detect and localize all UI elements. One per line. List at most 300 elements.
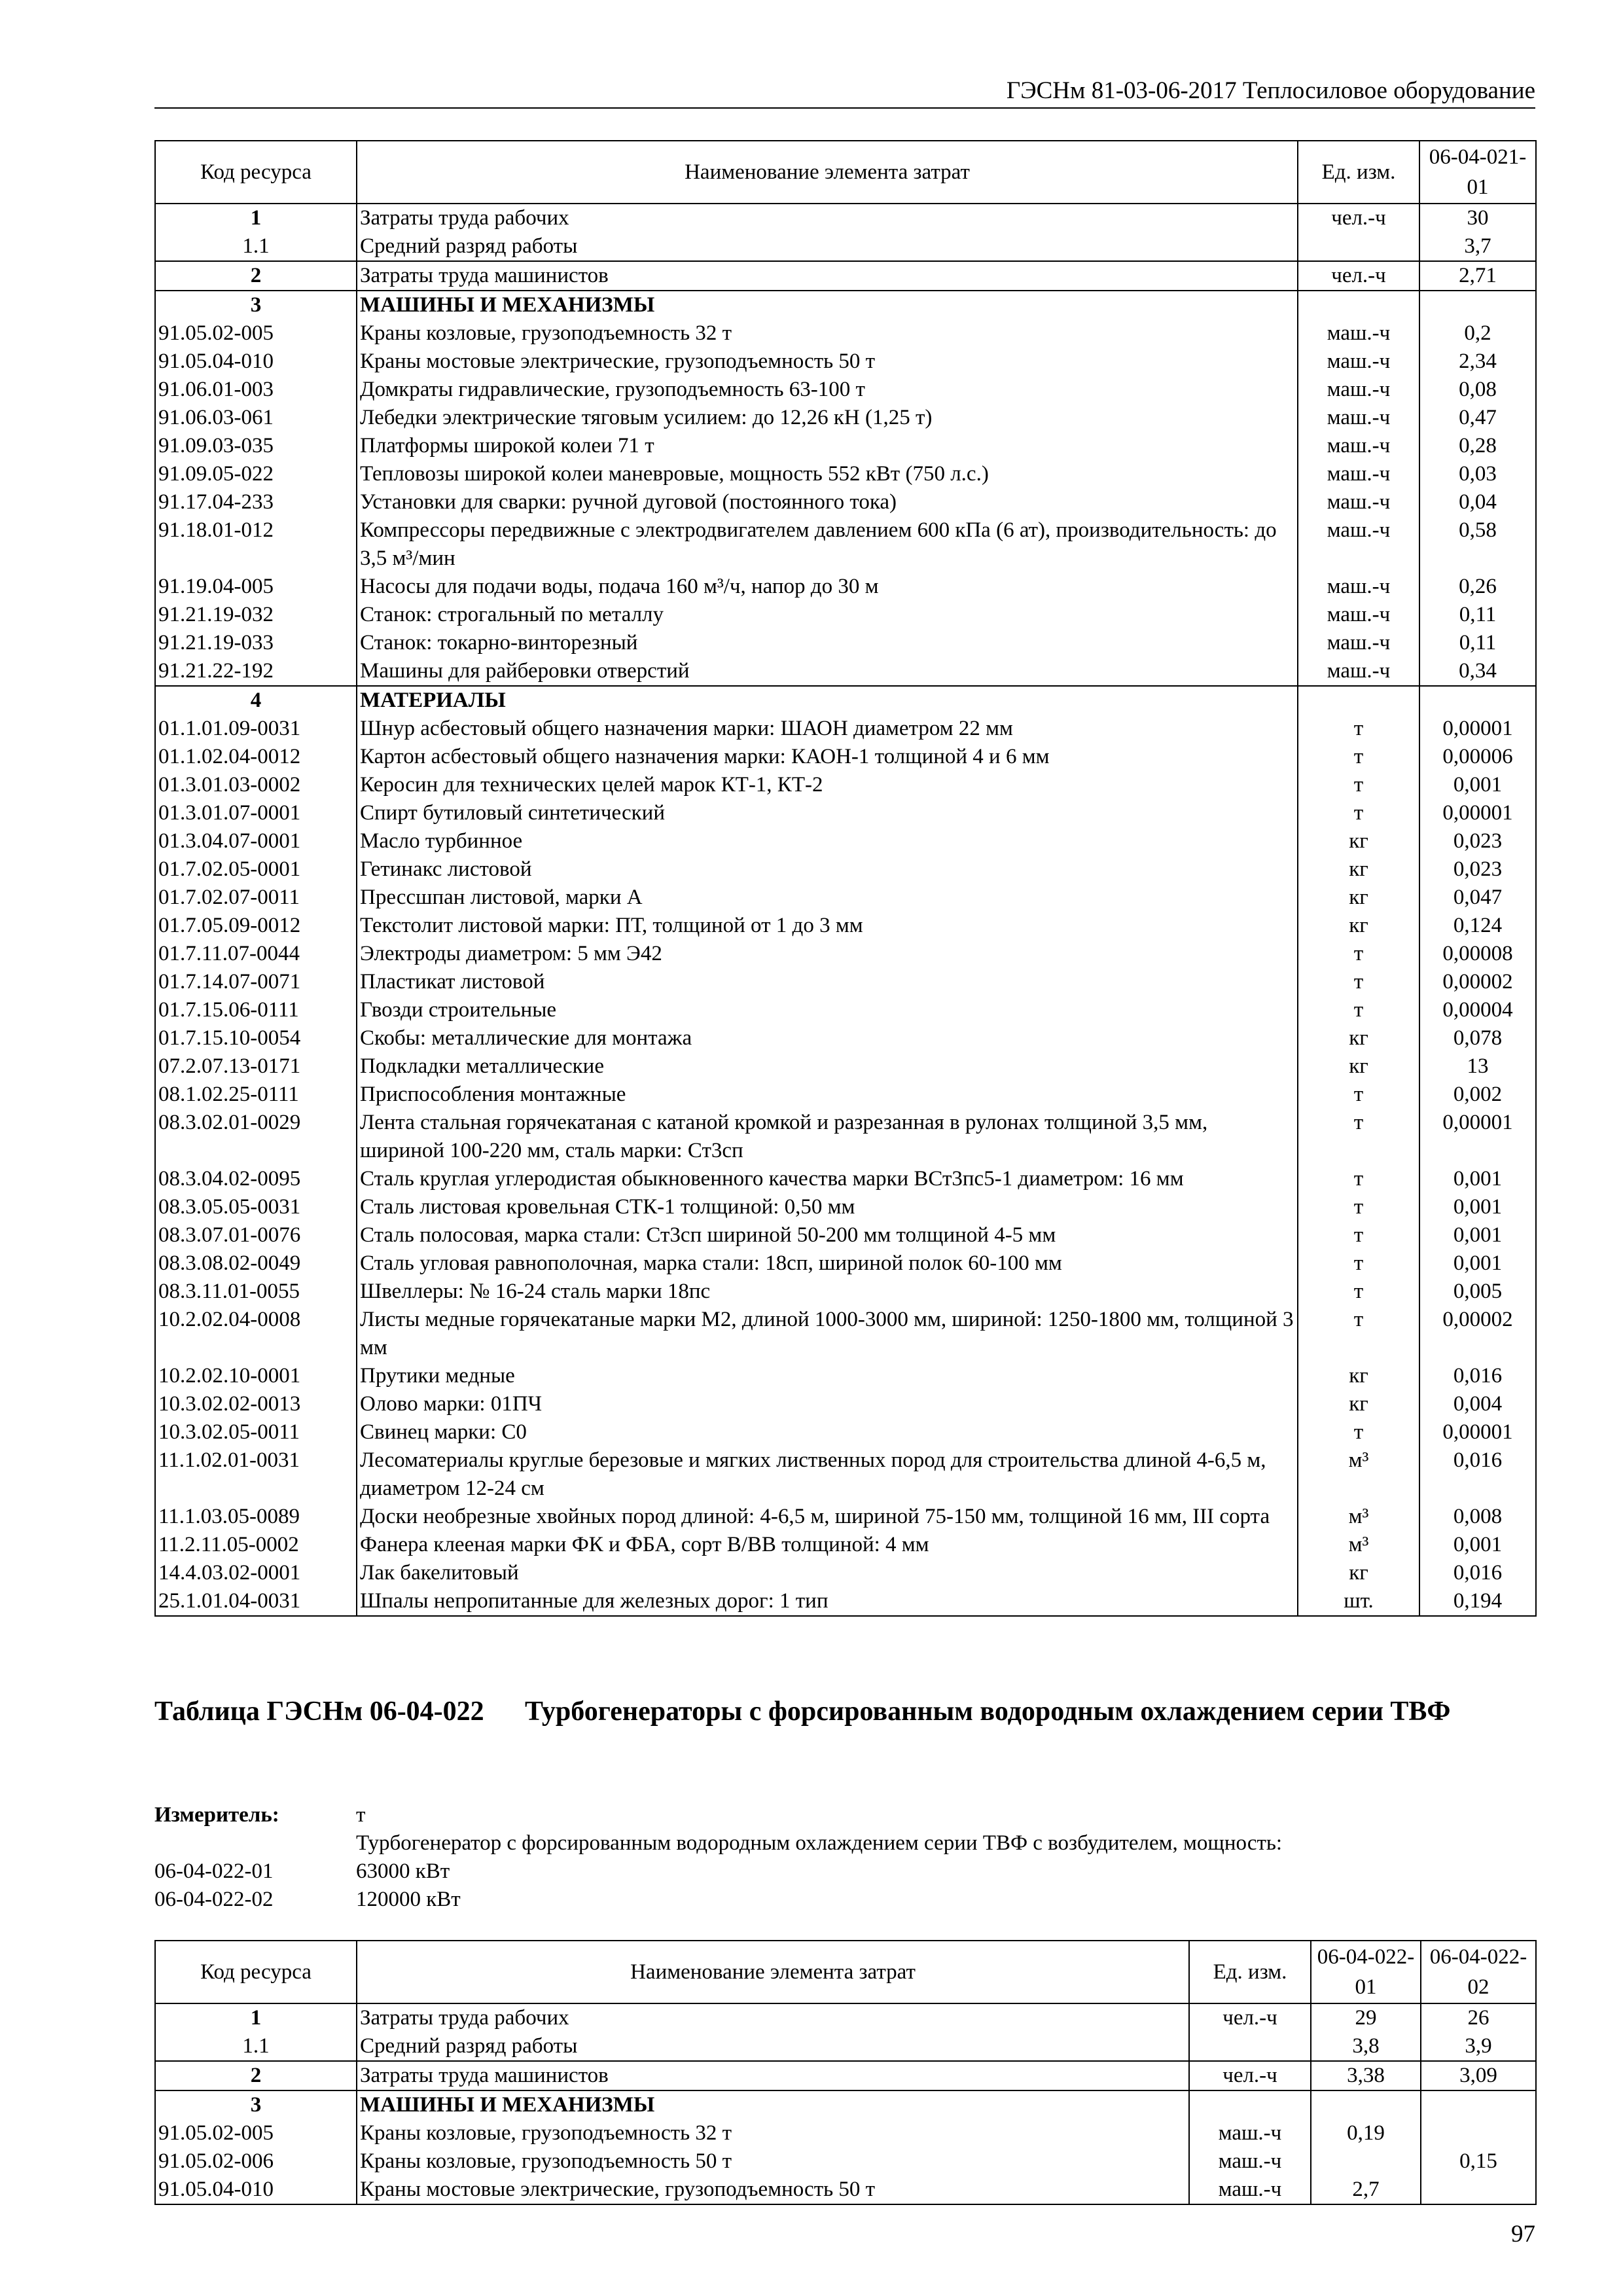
table-row: [155, 573, 1536, 601]
col-header-unit: Ед. изм.: [1298, 141, 1419, 204]
resource-code: 91.06.01-003: [155, 376, 357, 404]
resource-unit: маш.-ч: [1298, 657, 1419, 686]
resource-norm-1: 0,00004: [1419, 996, 1536, 1024]
resource-name: Краны мостовые электрические, грузоподъемность 50 т: [357, 2176, 1189, 2204]
table-row: [155, 488, 1536, 516]
resource-code: 10.3.02.05-0011: [155, 1418, 357, 1446]
resource-norm-1: 0,47: [1419, 404, 1536, 432]
resource-name: Прессшпан листовой, марки А: [357, 884, 1298, 912]
resource-norm-1: 0,00001: [1419, 799, 1536, 827]
resource-name: Тепловозы широкой колеи маневровые, мощность 552 кВт (750 л.с.): [357, 460, 1298, 488]
resource-name: Лак бакелитовый: [357, 1559, 1298, 1587]
col-header-norm-1: 06-04-022-01: [1311, 1941, 1421, 2003]
resource-name: Затраты труда машинистов: [357, 2061, 1189, 2090]
resource-unit: м³: [1298, 1446, 1419, 1503]
resource-name: Спирт бутиловый синтетический: [357, 799, 1298, 827]
resource-name: Платформы широкой колеи 71 т: [357, 432, 1298, 460]
resource-name: Олово марки: 01ПЧ: [357, 1390, 1298, 1418]
resource-code: 01.7.15.06-0111: [155, 996, 357, 1024]
resource-code: 11.1.02.01-0031: [155, 1446, 357, 1503]
table-row: [155, 715, 1536, 743]
resource-code: 01.1.01.09-0031: [155, 715, 357, 743]
resource-name: Краны мостовые электрические, грузоподъемность 50 т: [357, 348, 1298, 376]
resource-code: 01.3.01.07-0001: [155, 799, 357, 827]
resource-code: 08.3.08.02-0049: [155, 1249, 357, 1278]
resource-norm-1: 0,023: [1419, 855, 1536, 884]
resource-unit: маш.-ч: [1298, 376, 1419, 404]
measurement-block: [154, 1801, 1535, 1914]
col-header-norm-2: 06-04-022-02: [1421, 1941, 1536, 2003]
resource-name: Гвозди строительные: [357, 996, 1298, 1024]
resource-norm-1: 0,001: [1419, 1165, 1536, 1193]
table-row: [155, 884, 1536, 912]
measure-description: Турбогенератор с форсированным водородным охлаждением серии ТВФ с возбудителем, мощность:: [356, 1831, 1283, 1855]
resource-code: 91.05.02-006: [155, 2147, 357, 2176]
resource-code: 14.4.03.02-0001: [155, 1559, 357, 1587]
table-body: [155, 204, 1536, 1616]
resource-code: 10.2.02.10-0001: [155, 1362, 357, 1390]
table-row: [155, 1531, 1536, 1559]
resource-name: Краны козловые, грузоподъемность 50 т: [357, 2147, 1189, 2176]
table-row: [155, 1390, 1536, 1418]
table-row: [155, 2032, 1536, 2061]
resource-name: Сталь угловая равнополочная, марка стали: 18сп, шириной полок 60-100 мм: [357, 1249, 1298, 1278]
table-row: [155, 771, 1536, 799]
resource-name: Затраты труда рабочих: [357, 204, 1298, 232]
table-row: [155, 940, 1536, 968]
resource-norm-1: 0,11: [1419, 629, 1536, 657]
table-row: [155, 460, 1536, 488]
table-row: [155, 912, 1536, 940]
resource-table-06-04-022: [154, 1940, 1537, 2205]
resource-norm-1: 0,28: [1419, 432, 1536, 460]
resource-unit: маш.-ч: [1298, 460, 1419, 488]
table-row: [155, 204, 1536, 232]
resource-name: Станок: токарно-винторезный: [357, 629, 1298, 657]
table-row: [155, 2176, 1536, 2204]
resource-unit: т: [1298, 771, 1419, 799]
resource-norm-1: 0,00001: [1419, 1109, 1536, 1165]
resource-norm-2: 3,09: [1421, 2061, 1536, 2090]
resource-unit: т: [1298, 1418, 1419, 1446]
resource-norm-1: 0,001: [1419, 1221, 1536, 1249]
table-row: [155, 629, 1536, 657]
resource-name: Сталь круглая углеродистая обыкновенного качества марки ВСт3пс5-1 диаметром: 16 мм: [357, 1165, 1298, 1193]
resource-norm-1: [1311, 2147, 1421, 2176]
table-body: [155, 2003, 1536, 2204]
resource-name: Шнур асбестовый общего назначения марки: ШАОН диаметром 22 мм: [357, 715, 1298, 743]
table-title: Турбогенераторы с форсированным водородным охлаждением серии ТВФ: [525, 1696, 1451, 1727]
resource-code: 3: [155, 291, 357, 319]
resource-name: Средний разряд работы: [357, 232, 1298, 261]
table-row: [155, 1109, 1536, 1165]
table-row: [155, 1024, 1536, 1052]
resource-code: 91.05.02-005: [155, 2119, 357, 2147]
resource-norm-1: 0,19: [1311, 2119, 1421, 2147]
resource-code: 91.17.04-233: [155, 488, 357, 516]
resource-unit: [1189, 2090, 1311, 2119]
resource-name: Средний разряд работы: [357, 2032, 1189, 2061]
resource-name: Компрессоры передвижные с электродвигателем давлением 600 кПа (6 ат), производительность: до 3,5 м³/мин: [357, 516, 1298, 573]
resource-code: 08.3.02.01-0029: [155, 1109, 357, 1165]
resource-code: 91.05.04-010: [155, 2176, 357, 2204]
resource-name: Машины для райберовки отверстий: [357, 657, 1298, 686]
resource-unit: т: [1298, 940, 1419, 968]
table-row: [155, 2061, 1536, 2090]
resource-unit: т: [1298, 799, 1419, 827]
resource-norm-1: 0,03: [1419, 460, 1536, 488]
resource-norm-1: 0,04: [1419, 488, 1536, 516]
resource-code: 1.1: [155, 232, 357, 261]
resource-name: Керосин для технических целей марок КТ-1, КТ-2: [357, 771, 1298, 799]
resource-unit: маш.-ч: [1298, 573, 1419, 601]
resource-code: 91.21.19-032: [155, 601, 357, 629]
resource-name: МАШИНЫ И МЕХАНИЗМЫ: [357, 2090, 1189, 2119]
resource-code: 25.1.01.04-0031: [155, 1587, 357, 1616]
resource-code: 01.3.04.07-0001: [155, 827, 357, 855]
resource-name: Станок: строгальный по металлу: [357, 601, 1298, 629]
resource-norm-1: 0,016: [1419, 1559, 1536, 1587]
resource-norm-1: 0,2: [1419, 319, 1536, 348]
resource-norm-1: 0,005: [1419, 1278, 1536, 1306]
table-row: [155, 1362, 1536, 1390]
resource-norm-1: 0,001: [1419, 1193, 1536, 1221]
resource-name: Листы медные горячекатаные марки М2, длиной 1000-3000 мм, шириной: 1250-1800 мм, толщиной 3 мм: [357, 1306, 1298, 1362]
resource-unit: м³: [1298, 1531, 1419, 1559]
resource-unit: маш.-ч: [1298, 516, 1419, 573]
resource-name: Установки для сварки: ручной дуговой (постоянного тока): [357, 488, 1298, 516]
table-row: [155, 404, 1536, 432]
resource-unit: [1298, 232, 1419, 261]
resource-code: 11.2.11.05-0002: [155, 1531, 357, 1559]
resource-code: 10.3.02.02-0013: [155, 1390, 357, 1418]
resource-norm-1: 0,001: [1419, 1531, 1536, 1559]
resource-norm-1: 0,11: [1419, 601, 1536, 629]
table-row: [155, 855, 1536, 884]
resource-code: 01.7.14.07-0071: [155, 968, 357, 996]
resource-norm-1: 0,023: [1419, 827, 1536, 855]
resource-unit: т: [1298, 996, 1419, 1024]
resource-code: 91.05.04-010: [155, 348, 357, 376]
resource-code: 1.1: [155, 2032, 357, 2061]
resource-norm-1: 0,26: [1419, 573, 1536, 601]
resource-unit: т: [1298, 743, 1419, 771]
resource-norm-1: 0,00006: [1419, 743, 1536, 771]
table-row: [155, 376, 1536, 404]
table-row: [155, 261, 1536, 291]
resource-norm-1: 3,7: [1419, 232, 1536, 261]
table-row: [155, 1052, 1536, 1081]
resource-code: 01.7.02.07-0011: [155, 884, 357, 912]
resource-name: Приспособления монтажные: [357, 1081, 1298, 1109]
resource-norm-1: 3,8: [1311, 2032, 1421, 2061]
variant-code: 06-04-022-01: [154, 1859, 274, 1883]
resource-norm-1: 0,58: [1419, 516, 1536, 573]
table-row: [155, 686, 1536, 715]
resource-code: 1: [155, 2003, 357, 2032]
table-row: [155, 968, 1536, 996]
resource-unit: кг: [1298, 827, 1419, 855]
resource-code: 91.06.03-061: [155, 404, 357, 432]
resource-norm-1: 0,002: [1419, 1081, 1536, 1109]
resource-unit: [1298, 291, 1419, 319]
table-row: [155, 348, 1536, 376]
resource-code: 01.1.02.04-0012: [155, 743, 357, 771]
resource-code: 08.3.07.01-0076: [155, 1221, 357, 1249]
resource-name: Лебедки электрические тяговым усилием: до 12,26 кН (1,25 т): [357, 404, 1298, 432]
table-header-row: [155, 1941, 1536, 2003]
table-row: [155, 743, 1536, 771]
variant-value: 63000 кВт: [356, 1859, 450, 1883]
table-row: [155, 1165, 1536, 1193]
resource-name: Затраты труда рабочих: [357, 2003, 1189, 2032]
resource-unit: маш.-ч: [1298, 404, 1419, 432]
resource-norm-2: 0,15: [1421, 2147, 1536, 2176]
measure-label: Измеритель:: [154, 1803, 279, 1827]
variant-value: 120000 кВт: [356, 1888, 461, 1911]
resource-norm-1: 30: [1419, 204, 1536, 232]
resource-name: Затраты труда машинистов: [357, 261, 1298, 291]
resource-name: МАТЕРИАЛЫ: [357, 686, 1298, 715]
resource-norm-1: 0,00002: [1419, 968, 1536, 996]
resource-unit: [1298, 686, 1419, 715]
resource-norm-1: 0,078: [1419, 1024, 1536, 1052]
resource-norm-1: [1311, 2090, 1421, 2119]
resource-norm-1: 0,001: [1419, 1249, 1536, 1278]
table-row: [155, 799, 1536, 827]
resource-norm-1: [1419, 291, 1536, 319]
resource-norm-1: 0,124: [1419, 912, 1536, 940]
resource-unit: т: [1298, 1278, 1419, 1306]
resource-unit: кг: [1298, 855, 1419, 884]
resource-name: Пластикат листовой: [357, 968, 1298, 996]
table-row: [155, 1081, 1536, 1109]
resource-name: МАШИНЫ И МЕХАНИЗМЫ: [357, 291, 1298, 319]
resource-unit: маш.-ч: [1298, 432, 1419, 460]
resource-norm-1: 2,34: [1419, 348, 1536, 376]
table-row: [155, 319, 1536, 348]
resource-norm-1: 0,194: [1419, 1587, 1536, 1616]
resource-unit: маш.-ч: [1189, 2147, 1311, 2176]
resource-norm-1: 0,00001: [1419, 715, 1536, 743]
resource-name: Масло турбинное: [357, 827, 1298, 855]
resource-norm-1: 0,016: [1419, 1362, 1536, 1390]
resource-name: Сталь полосовая, марка стали: Ст3сп шириной 50-200 мм толщиной 4-5 мм: [357, 1221, 1298, 1249]
resource-name: Краны козловые, грузоподъемность 32 т: [357, 319, 1298, 348]
resource-norm-2: [1421, 2090, 1536, 2119]
table-row: [155, 1278, 1536, 1306]
resource-unit: шт.: [1298, 1587, 1419, 1616]
resource-norm-1: 29: [1311, 2003, 1421, 2032]
resource-code: 91.09.05-022: [155, 460, 357, 488]
resource-norm-1: 0,047: [1419, 884, 1536, 912]
resource-unit: чел.-ч: [1189, 2003, 1311, 2032]
resource-code: 01.7.15.10-0054: [155, 1024, 357, 1052]
resource-unit: т: [1298, 715, 1419, 743]
resource-unit: маш.-ч: [1298, 488, 1419, 516]
resource-code: 10.2.02.04-0008: [155, 1306, 357, 1362]
resource-unit: маш.-ч: [1298, 348, 1419, 376]
resource-code: 3: [155, 2090, 357, 2119]
resource-unit: кг: [1298, 1362, 1419, 1390]
variant-code: 06-04-022-02: [154, 1888, 274, 1911]
resource-unit: чел.-ч: [1298, 261, 1419, 291]
resource-norm-1: 0,004: [1419, 1390, 1536, 1418]
resource-name: Подкладки металлические: [357, 1052, 1298, 1081]
resource-code: 01.7.05.09-0012: [155, 912, 357, 940]
resource-name: Доски необрезные хвойных пород длиной: 4-6,5 м, шириной 75-150 мм, толщиной 16 мм, III сорта: [357, 1503, 1298, 1531]
table-header-row: [155, 141, 1536, 204]
resource-code: 08.1.02.25-0111: [155, 1081, 357, 1109]
measure-unit: т: [356, 1803, 366, 1827]
resource-name: Насосы для подачи воды, подача 160 м³/ч, напор до 30 м: [357, 573, 1298, 601]
resource-norm-2: [1421, 2176, 1536, 2204]
table-row: [155, 1559, 1536, 1587]
table-row: [155, 1306, 1536, 1362]
table-row: [155, 657, 1536, 686]
resource-name: Электроды диаметром: 5 мм Э42: [357, 940, 1298, 968]
resource-unit: т: [1298, 1221, 1419, 1249]
resource-norm-1: [1419, 686, 1536, 715]
resource-code: 08.3.11.01-0055: [155, 1278, 357, 1306]
resource-name: Скобы: металлические для монтажа: [357, 1024, 1298, 1052]
table-row: [155, 232, 1536, 261]
resource-name: Лента стальная горячекатаная с катаной кромкой и разрезанная в рулонах толщиной 3,5 мм, шириной 100-220 мм, сталь марки: Ст3сп: [357, 1109, 1298, 1165]
resource-unit: т: [1298, 1306, 1419, 1362]
resource-norm-1: 0,001: [1419, 771, 1536, 799]
resource-unit: м³: [1298, 1503, 1419, 1531]
resource-name: Шпалы непропитанные для железных дорог: 1 тип: [357, 1587, 1298, 1616]
resource-name: Картон асбестовый общего назначения марки: КАОН-1 толщиной 4 и 6 мм: [357, 743, 1298, 771]
page-number: 97: [1511, 2221, 1535, 2248]
resource-unit: чел.-ч: [1298, 204, 1419, 232]
resource-code: 01.7.11.07-0044: [155, 940, 357, 968]
table-row: [155, 1249, 1536, 1278]
resource-norm-1: 2,7: [1311, 2176, 1421, 2204]
resource-code: 2: [155, 261, 357, 291]
table-row: [155, 996, 1536, 1024]
table-number: Таблица ГЭСНм 06-04-022: [154, 1696, 484, 1727]
resource-code: 01.7.02.05-0001: [155, 855, 357, 884]
resource-norm-2: [1421, 2119, 1536, 2147]
resource-unit: маш.-ч: [1298, 601, 1419, 629]
table-row: [155, 2147, 1536, 2176]
resource-name: Фанера клееная марки ФК и ФБА, сорт В/ВВ толщиной: 4 мм: [357, 1531, 1298, 1559]
col-header-code: Код ресурса: [155, 141, 357, 204]
resource-name: Текстолит листовой марки: ПТ, толщиной от 1 до 3 мм: [357, 912, 1298, 940]
page-header: [154, 77, 1535, 109]
resource-unit: кг: [1298, 1052, 1419, 1081]
table-row: [155, 2003, 1536, 2032]
resource-name: Лесоматериалы круглые березовые и мягких лиственных пород для строительства длиной 4-6,5 м, диаметром 12-24 см: [357, 1446, 1298, 1503]
table-row: [155, 1587, 1536, 1616]
resource-code: 91.09.03-035: [155, 432, 357, 460]
resource-code: 11.1.03.05-0089: [155, 1503, 357, 1531]
resource-code: 08.3.05.05-0031: [155, 1193, 357, 1221]
table-row: [155, 1221, 1536, 1249]
resource-norm-1: 0,08: [1419, 376, 1536, 404]
resource-norm-1: 0,00008: [1419, 940, 1536, 968]
col-header-norm: 06-04-021-01: [1419, 141, 1536, 204]
table-row: [155, 291, 1536, 319]
resource-code: 2: [155, 2061, 357, 2090]
resource-unit: т: [1298, 1193, 1419, 1221]
resource-norm-1: 2,71: [1419, 261, 1536, 291]
resource-norm-1: 0,00001: [1419, 1418, 1536, 1446]
table-row: [155, 827, 1536, 855]
resource-norm-1: 13: [1419, 1052, 1536, 1081]
resource-name: Швеллеры: № 16-24 сталь марки 18пс: [357, 1278, 1298, 1306]
resource-unit: маш.-ч: [1298, 629, 1419, 657]
resource-unit: маш.-ч: [1189, 2119, 1311, 2147]
resource-unit: маш.-ч: [1189, 2176, 1311, 2204]
resource-norm-2: 3,9: [1421, 2032, 1536, 2061]
resource-unit: т: [1298, 1249, 1419, 1278]
table-row: [155, 1418, 1536, 1446]
resource-norm-2: 26: [1421, 2003, 1536, 2032]
resource-name: Свинец марки: С0: [357, 1418, 1298, 1446]
col-header-code: Код ресурса: [155, 1941, 357, 2003]
resource-unit: кг: [1298, 912, 1419, 940]
resource-name: Прутики медные: [357, 1362, 1298, 1390]
resource-unit: маш.-ч: [1298, 319, 1419, 348]
resource-unit: кг: [1298, 884, 1419, 912]
document-title: ГЭСНм 81-03-06-2017 Теплосиловое оборудование: [1006, 77, 1535, 104]
resource-name: Домкраты гидравлические, грузоподъемность 63-100 т: [357, 376, 1298, 404]
resource-unit: кг: [1298, 1559, 1419, 1587]
table-row: [155, 516, 1536, 573]
resource-unit: кг: [1298, 1024, 1419, 1052]
col-header-name: Наименование элемента затрат: [357, 1941, 1189, 2003]
table-row: [155, 432, 1536, 460]
resource-code: 91.19.04-005: [155, 573, 357, 601]
resource-code: 08.3.04.02-0095: [155, 1165, 357, 1193]
resource-code: 01.3.01.03-0002: [155, 771, 357, 799]
resource-code: 91.21.19-033: [155, 629, 357, 657]
resource-norm-1: 0,016: [1419, 1446, 1536, 1503]
resource-unit: т: [1298, 968, 1419, 996]
resource-code: 91.21.22-192: [155, 657, 357, 686]
table-row: [155, 1446, 1536, 1503]
resource-unit: т: [1298, 1081, 1419, 1109]
resource-norm-1: 0,00002: [1419, 1306, 1536, 1362]
resource-code: 4: [155, 686, 357, 715]
resource-name: Гетинакс листовой: [357, 855, 1298, 884]
col-header-unit: Ед. изм.: [1189, 1941, 1311, 2003]
resource-norm-1: 3,38: [1311, 2061, 1421, 2090]
resource-norm-1: 0,008: [1419, 1503, 1536, 1531]
col-header-name: Наименование элемента затрат: [357, 141, 1298, 204]
table-row: [155, 1193, 1536, 1221]
resource-table-06-04-021: [154, 140, 1537, 1617]
resource-unit: кг: [1298, 1390, 1419, 1418]
resource-code: 91.18.01-012: [155, 516, 357, 573]
table-row: [155, 2119, 1536, 2147]
resource-unit: [1189, 2032, 1311, 2061]
table-row: [155, 601, 1536, 629]
resource-name: Сталь листовая кровельная СТК-1 толщиной: 0,50 мм: [357, 1193, 1298, 1221]
resource-norm-1: 0,34: [1419, 657, 1536, 686]
table-row: [155, 2090, 1536, 2119]
resource-code: 07.2.07.13-0171: [155, 1052, 357, 1081]
resource-name: Краны козловые, грузоподъемность 32 т: [357, 2119, 1189, 2147]
resource-unit: чел.-ч: [1189, 2061, 1311, 2090]
resource-code: 91.05.02-005: [155, 319, 357, 348]
resource-unit: т: [1298, 1165, 1419, 1193]
table-row: [155, 1503, 1536, 1531]
resource-code: 1: [155, 204, 357, 232]
resource-unit: т: [1298, 1109, 1419, 1165]
